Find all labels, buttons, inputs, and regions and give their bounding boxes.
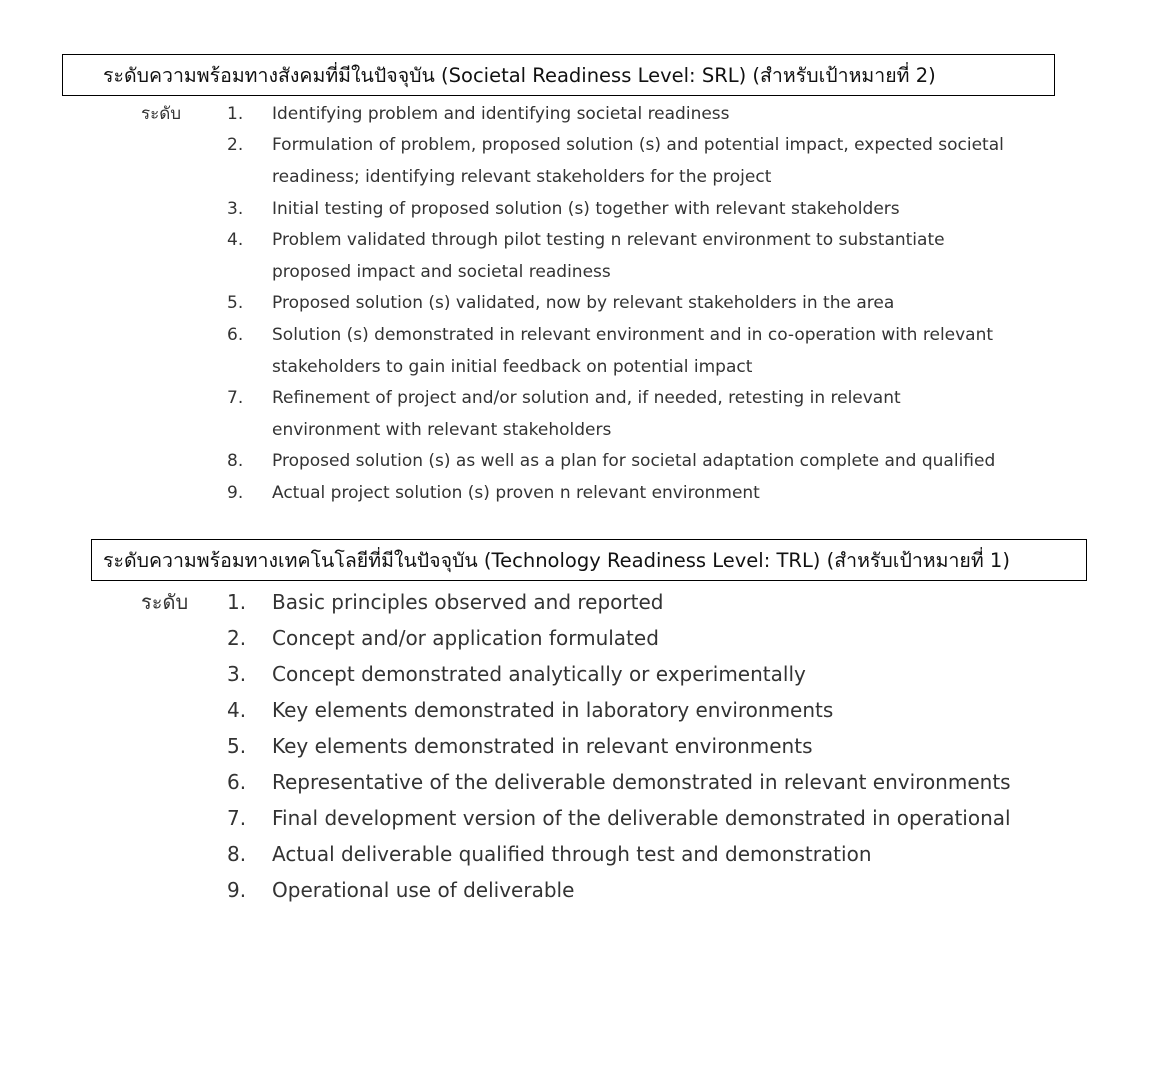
trl-item-text: Key elements demonstrated in laboratory environments [272,698,834,722]
srl-item-text: Refinement of project and/or solution and, if needed, retesting in relevant environment with relevant stakeholders [272,388,901,440]
srl-item-number: 7. [227,388,244,408]
trl-level-label: ระดับ [141,590,189,614]
trl-item-text: Operational use of deliverable [272,878,575,902]
srl-item-number: 4. [227,230,244,250]
trl-item-number: 9. [227,878,247,902]
trl-item-text: Concept demonstrated analytically or experimentally [272,662,806,686]
trl-item-number: 2. [227,626,247,650]
srl-item-number: 3. [227,199,244,219]
trl-item-text: Concept and/or application formulated [272,626,659,650]
trl-item-number: 6. [227,770,247,794]
trl-item-text: Representative of the deliverable demonstrated in relevant environments [272,770,1011,794]
trl-item-number: 3. [227,662,247,686]
srl-item-number: 8. [227,451,244,471]
srl-item-text: Solution (s) demonstrated in relevant environment and in co-operation with relevant stakeholders to gain initial feedback on potential impact [272,325,994,377]
srl-item-number: 9. [227,483,244,503]
trl-item-text: Basic principles observed and reported [272,590,664,614]
trl-item-number: 7. [227,806,247,830]
trl-item-text: Key elements demonstrated in relevant environments [272,734,813,758]
srl-item-number: 5. [227,293,244,313]
trl-item-text: Actual deliverable qualified through test and demonstration [272,842,872,866]
srl-item-text: Initial testing of proposed solution (s) together with relevant stakeholders [272,199,900,219]
srl-level-label: ระดับ [141,104,182,124]
trl-item-text: Final development version of the deliverable demonstrated in operational [272,806,1011,830]
srl-item-text: Proposed solution (s) as well as a plan for societal adaptation complete and qualified [272,451,996,471]
trl-item-number: 4. [227,698,247,722]
srl-item-text: Formulation of problem, proposed solution (s) and potential impact, expected societal readiness; identifying relevant stakeholders for the project [272,135,1004,187]
srl-item-text: Proposed solution (s) validated, now by relevant stakeholders in the area [272,293,895,313]
srl-item-text: Problem validated through pilot testing n relevant environment to substantiate proposed impact and societal readiness [272,230,945,282]
srl-item-number: 2. [227,135,244,155]
srl-item-number: 1. [227,104,244,124]
trl-item-number: 1. [227,590,247,614]
srl-item-number: 6. [227,325,244,345]
srl-item-text: Actual project solution (s) proven n relevant environment [272,483,760,503]
trl-title: ระดับความพร้อมทางเทคโนโลยีที่มีในปัจจุบัน (Technology Readiness Level: TRL) (สำหรับเป้าหมายที่ 1) [103,549,1010,572]
trl-item-number: 8. [227,842,247,866]
trl-item-number: 5. [227,734,247,758]
srl-item-text: Identifying problem and identifying societal readiness [272,104,730,124]
srl-title: ระดับความพร้อมทางสังคมที่มีในปัจจุบัน (Societal Readiness Level: SRL) (สำหรับเป้าหมายที่ 2) [103,64,936,87]
